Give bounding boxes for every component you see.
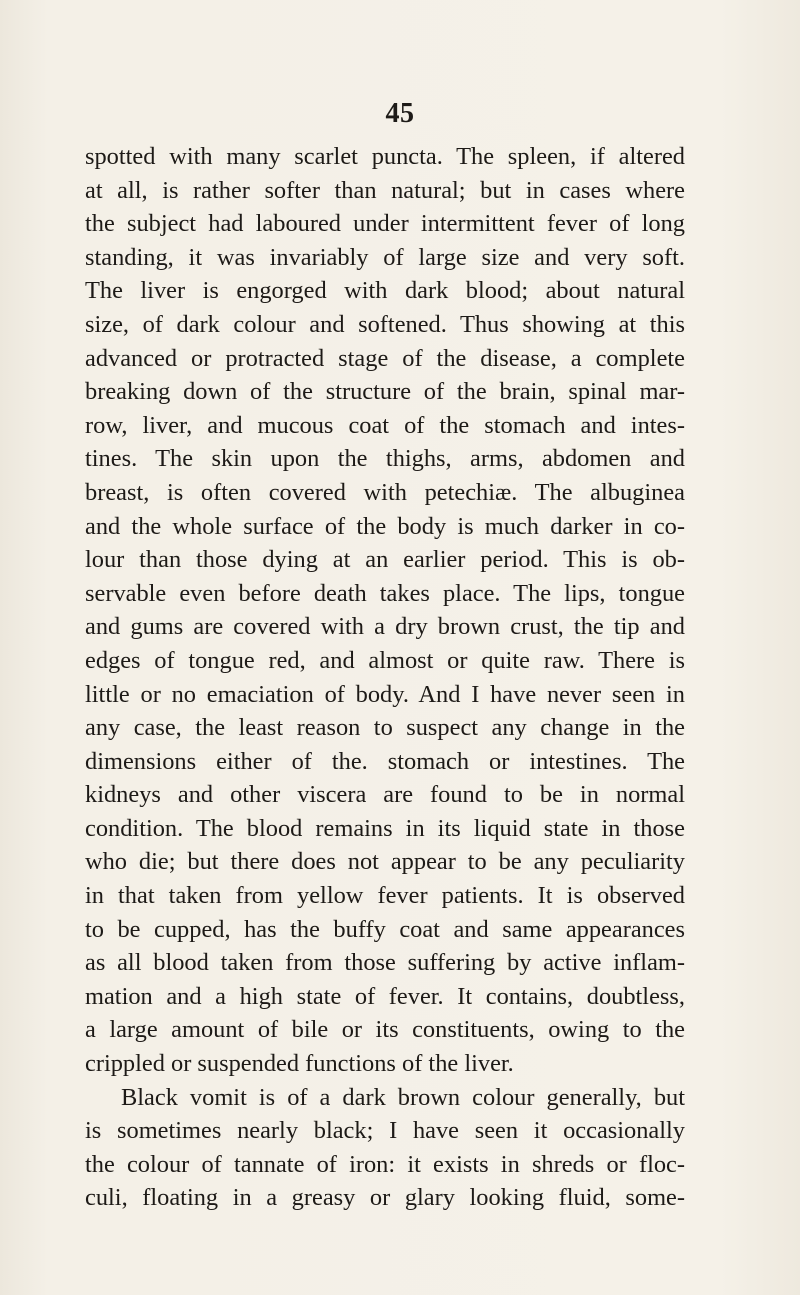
text-line: kidneys and other viscera are found to be in normal — [85, 781, 685, 809]
body-text — [85, 140, 685, 1215]
text-line: and the whole surface of the body is much darker in co- — [85, 512, 685, 540]
text-line: is sometimes nearly black; I have seen it occasionally — [85, 1117, 685, 1145]
text-line: tines. The skin upon the thighs, arms, abdomen and — [85, 445, 685, 473]
text-line: a large amount of bile or its constituents, owing to the — [85, 1016, 685, 1044]
text-line: dimensions either of the. stomach or intestines. The — [85, 747, 685, 775]
text-line: edges of tongue red, and almost or quite raw. There is — [85, 646, 685, 674]
text-line: lour than those dying at an earlier period. This is ob- — [85, 546, 685, 574]
text-line: to be cupped, has the buffy coat and same appearances — [85, 915, 685, 943]
text-line: and gums are covered with a dry brown crust, the tip and — [85, 613, 685, 641]
text-line: spotted with many scarlet puncta. The spleen, if altered — [85, 143, 685, 170]
page-number: 45 — [385, 98, 415, 129]
text-line: size, of dark colour and softened. Thus showing at this — [85, 310, 685, 338]
text-line: servable even before death takes place. The lips, tongue — [85, 579, 685, 607]
paragraph-end-line: crippled or suspended functions of the liver. — [85, 1050, 514, 1078]
text-line: culi, floating in a greasy or glary looking fluid, some- — [85, 1184, 685, 1212]
text-line: condition. The blood remains in its liquid state in those — [85, 814, 685, 842]
paragraph-start-line: Black vomit is of a dark brown colour generally, but — [121, 1083, 685, 1111]
text-line: in that taken from yellow fever patients. It is observed — [85, 882, 685, 910]
text-line: little or no emaciation of body. And I have never seen in — [85, 680, 685, 708]
text-line: The liver is engorged with dark blood; about natural — [85, 277, 685, 305]
text-line: any case, the least reason to suspect any change in the — [85, 714, 685, 742]
text-line: who die; but there does not appear to be any peculiarity — [85, 848, 685, 876]
text-line: breast, is often covered with petechiæ. The albuginea — [85, 478, 685, 506]
text-line: the colour of tannate of iron: it exists in shreds or floc- — [85, 1150, 685, 1178]
text-line: at all, is rather softer than natural; but in cases where — [85, 176, 685, 204]
text-line: advanced or protracted stage of the disease, a complete — [85, 344, 685, 372]
text-line: mation and a high state of fever. It contains, doubtless, — [85, 982, 685, 1010]
text-line: as all blood taken from those suffering by active inflam- — [85, 949, 685, 977]
text-line: standing, it was invariably of large size and very soft. — [85, 243, 685, 271]
text-line: row, liver, and mucous coat of the stomach and intes- — [85, 411, 685, 439]
text-line: the subject had laboured under intermittent fever of long — [85, 210, 685, 238]
text-line: breaking down of the structure of the brain, spinal mar- — [85, 378, 685, 406]
